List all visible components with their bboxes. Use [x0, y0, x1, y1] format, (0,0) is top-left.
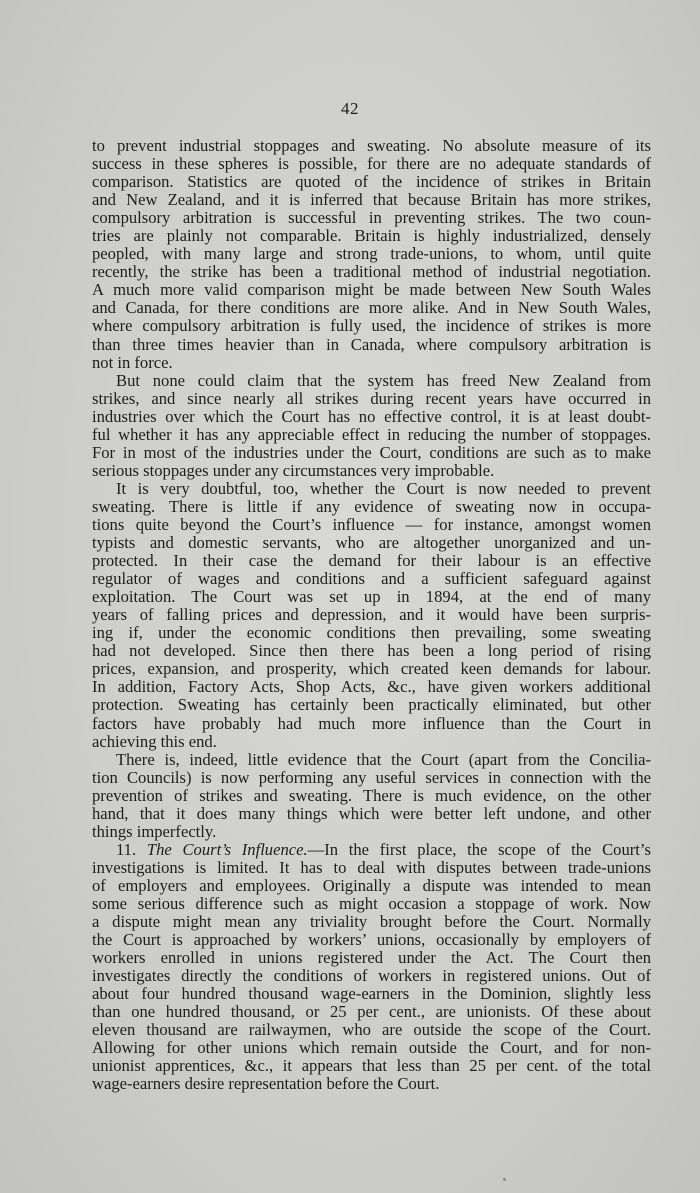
text-line: compulsory arbitration is successful in preventing strikes. The two coun-: [92, 208, 651, 228]
text-line: tions quite beyond the Court’s influence — for instance, amongst women: [92, 514, 651, 534]
paragraph-5: [92, 841, 651, 1094]
section-number: 11.: [116, 839, 137, 859]
body-text: [92, 137, 651, 1093]
text-line: things imperfectly.: [92, 821, 217, 841]
text-line: prevention of strikes and sweating. There is much evidence, on the other: [92, 785, 651, 805]
text-line: exploitation. The Court was set up in 1894, at the end of many: [92, 587, 651, 607]
text-line: and New Zealand, and it is inferred that because Britain has more strikes,: [92, 190, 651, 210]
text-line: It is very doubtful, too, whether the Court is now needed to prevent: [116, 478, 651, 498]
paragraph-3: [92, 480, 651, 751]
text-line: investigates directly the conditions of workers in registered unions. Out of: [92, 966, 651, 986]
text-line: In addition, Factory Acts, Shop Acts, &c., have given workers additional: [92, 677, 651, 697]
text-line: and Canada, for there conditions are more alike. And in New South Wales,: [92, 298, 651, 318]
text-line: regulator of wages and conditions and a sufficient safeguard against: [92, 569, 651, 589]
text-line: A much more valid comparison might be made between New South Wales: [92, 280, 651, 300]
paragraph-2: [92, 372, 651, 480]
text-line: ing if, under the economic conditions then prevailing, some sweating: [92, 623, 651, 643]
section-title: The Court’s Influence.: [146, 839, 308, 859]
text-line: But none could claim that the system has freed New Zealand from: [116, 370, 651, 390]
text-line: achieving this end.: [92, 731, 217, 751]
text-line: not in force.: [92, 352, 173, 372]
text-line: of employers and employees. Originally a dispute was intended to mean: [92, 875, 651, 895]
text-line: tion Councils) is now performing any useful services in connection with the: [92, 767, 651, 787]
text-line: —In the first place, the scope of the Court’s: [307, 839, 651, 859]
paragraph-4: [92, 751, 651, 841]
text-line: than one hundred thousand, or 25 per cent., are unionists. Of these about: [92, 1002, 651, 1022]
page-number: 42: [341, 99, 359, 118]
text-line: tries are plainly not comparable. Britain is highly industrialized, densely: [92, 226, 651, 246]
text-line: peopled, with many large and strong trade-unions, to whom, until quite: [92, 244, 651, 264]
text-line: Allowing for other unions which remain outside the Court, and for non-: [92, 1038, 651, 1058]
text-line: the Court is approached by workers’ unions, occasionally by employers of: [92, 930, 651, 950]
text-line: where compulsory arbitration is fully used, the incidence of strikes is more: [92, 316, 651, 336]
text-line: hand, that it does many things which were better left undone, and other: [92, 803, 651, 823]
text-line: recently, the strike has been a traditional method of industrial negotiation.: [92, 262, 651, 282]
text-line: protection. Sweating has certainly been practically eliminated, but other: [92, 695, 651, 715]
text-line: about four hundred thousand wage-earners in the Dominion, slightly less: [92, 984, 651, 1004]
text-line: industries over which the Court has no effective control, it is at least doubt-: [92, 406, 651, 426]
text-line: than three times heavier than in Canada, where compulsory arbitration is: [92, 334, 651, 354]
text-line: There is, indeed, little evidence that the Court (apart from the Concilia-: [116, 749, 651, 769]
text-line: investigations is limited. It has to deal with disputes between trade-unions: [92, 857, 651, 877]
section-heading-line: [92, 841, 651, 859]
text-line: eleven thousand are railwaymen, who are outside the scope of the Court.: [92, 1020, 651, 1040]
text-line: protected. In their case the demand for their labour is an effective: [92, 551, 651, 571]
text-line: strikes, and since nearly all strikes during recent years have occurred in: [92, 388, 651, 408]
paragraph-1: [92, 137, 651, 372]
text-line: sweating. There is little if any evidence of sweating now in occupa-: [92, 496, 651, 516]
text-line: years of falling prices and depression, and it would have been surpris-: [92, 605, 651, 625]
text-line: wage-earners desire representation before the Court.: [92, 1074, 440, 1094]
text-line: success in these spheres is possible, for there are no adequate standards of: [92, 154, 651, 174]
text-line: typists and domestic servants, who are altogether unorganized and un-: [92, 533, 651, 553]
text-line: ful whether it has any appreciable effect in reducing the number of stoppages.: [92, 424, 651, 444]
text-line: comparison. Statistics are quoted of the incidence of strikes in Britain: [92, 172, 651, 192]
paper-speck: [503, 1178, 506, 1181]
text-line: some serious difference such as might occasion a stoppage of work. Now: [92, 893, 651, 913]
text-line: had not developed. Since then there has been a long period of rising: [92, 641, 651, 661]
text-line: factors have probably had much more influence than the Court in: [92, 713, 651, 733]
text-line: workers enrolled in unions registered under the Act. The Court then: [92, 948, 651, 968]
text-line: For in most of the industries under the Court, conditions are such as to make: [92, 442, 651, 462]
text-line: a dispute might mean any triviality brought before the Court. Normally: [92, 912, 651, 932]
text-line: prices, expansion, and prosperity, which created keen demands for labour.: [92, 659, 651, 679]
text-line: unionist apprentices, &c., it appears that less than 25 per cent. of the total: [92, 1056, 651, 1076]
text-line: serious stoppages under any circumstances very improbable.: [92, 460, 495, 480]
text-line: to prevent industrial stoppages and sweating. No absolute measure of its: [92, 136, 651, 155]
